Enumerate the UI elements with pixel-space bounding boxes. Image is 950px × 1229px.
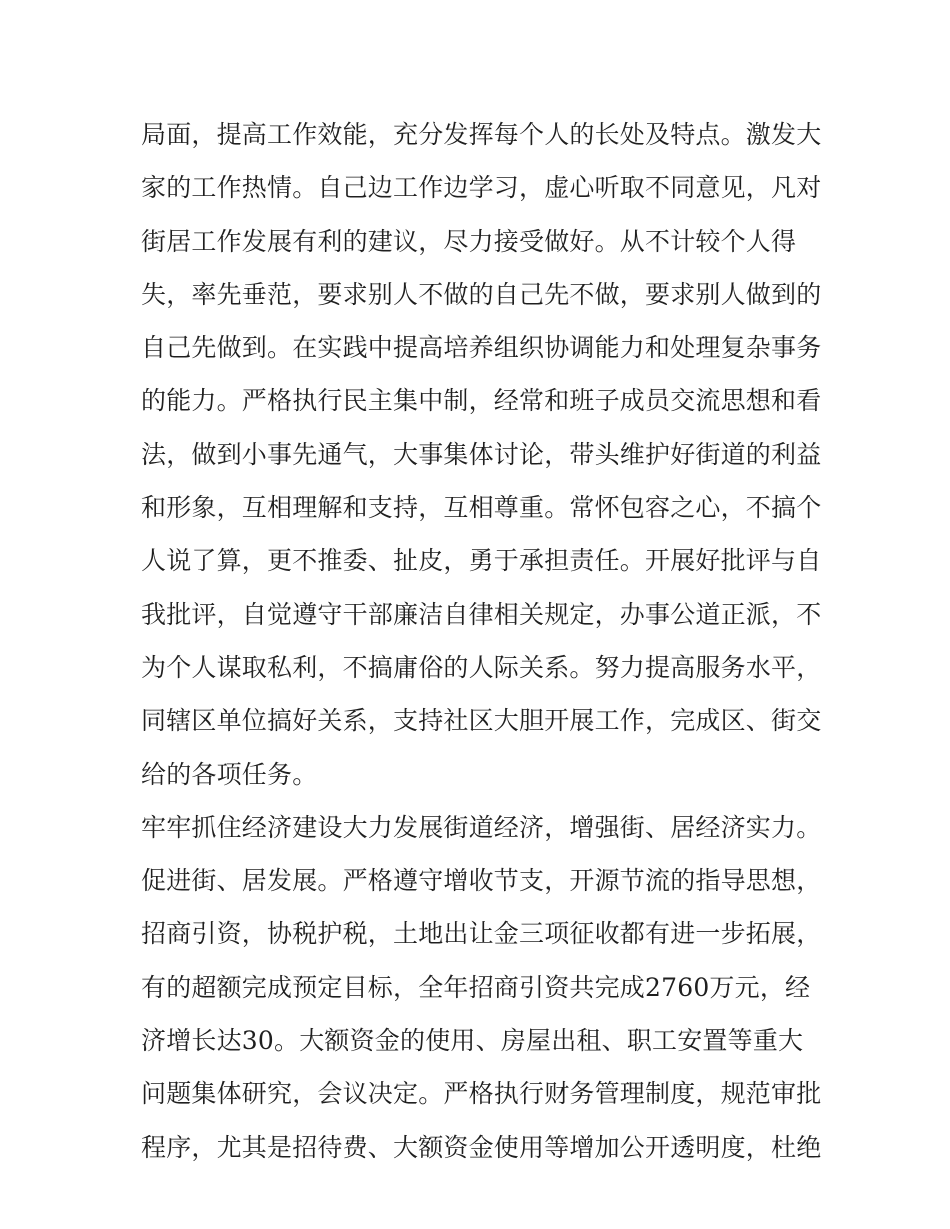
text-line: 我批评，自觉遵守干部廉洁自律相关规定，办事公道正派，不 [141,599,822,629]
text-line: 人说了算，更不推委、扯皮，勇于承担责任。开展好批评与自 [141,546,822,576]
text-line: 法，做到小事先通气，大事集体讨论，带头维护好街道的利益 [141,439,822,469]
text-line: 牢牢抓住经济建设大力发展街道经济，增强街、居经济实力。 [141,812,822,842]
text-line: 问题集体研究，会议决定。严格执行财务管理制度，规范审批 [141,1079,822,1109]
text-line: 街居工作发展有利的建议，尽力接受做好。从不计较个人得 [141,226,797,256]
text-line: 济增长达30。大额资金的使用、房屋出租、职工安置等重大 [141,1026,804,1056]
text-line: 招商引资，协税护税，土地出让金三项征收都有进一步拓展， [141,919,822,949]
text-line: 家的工作热情。自己边工作边学习，虚心听取不同意见，凡对 [141,173,822,203]
text-line: 失，率先垂范，要求别人不做的自己先不做，要求别人做到的 [141,279,822,309]
text-line: 同辖区单位搞好关系，支持社区大胆开展工作，完成区、街交 [141,706,822,736]
text-line: 程序，尤其是招待费、大额资金使用等增加公开透明度，杜绝 [141,1132,822,1162]
text-line: 局面，提高工作效能，充分发挥每个人的长处及特点。激发大 [141,120,822,149]
text-line: 自己先做到。在实践中提高培养组织协调能力和处理复杂事务 [141,333,822,363]
text-line: 的能力。严格执行民主集中制，经常和班子成员交流思想和看 [141,386,822,416]
text-line: 和形象，互相理解和支持，互相尊重。常怀包容之心，不搞个 [141,493,822,523]
text-line: 给的各项任务。 [141,759,318,789]
text-line: 促进街、居发展。严格遵守增收节支，开源节流的指导思想， [141,866,822,896]
body-text [141,108,821,1174]
text-line: 有的超额完成预定目标，全年招商引资共完成2760万元，经 [141,972,811,1002]
text-line: 为个人谋取私利，不搞庸俗的人际关系。努力提高服务水平， [141,652,822,682]
